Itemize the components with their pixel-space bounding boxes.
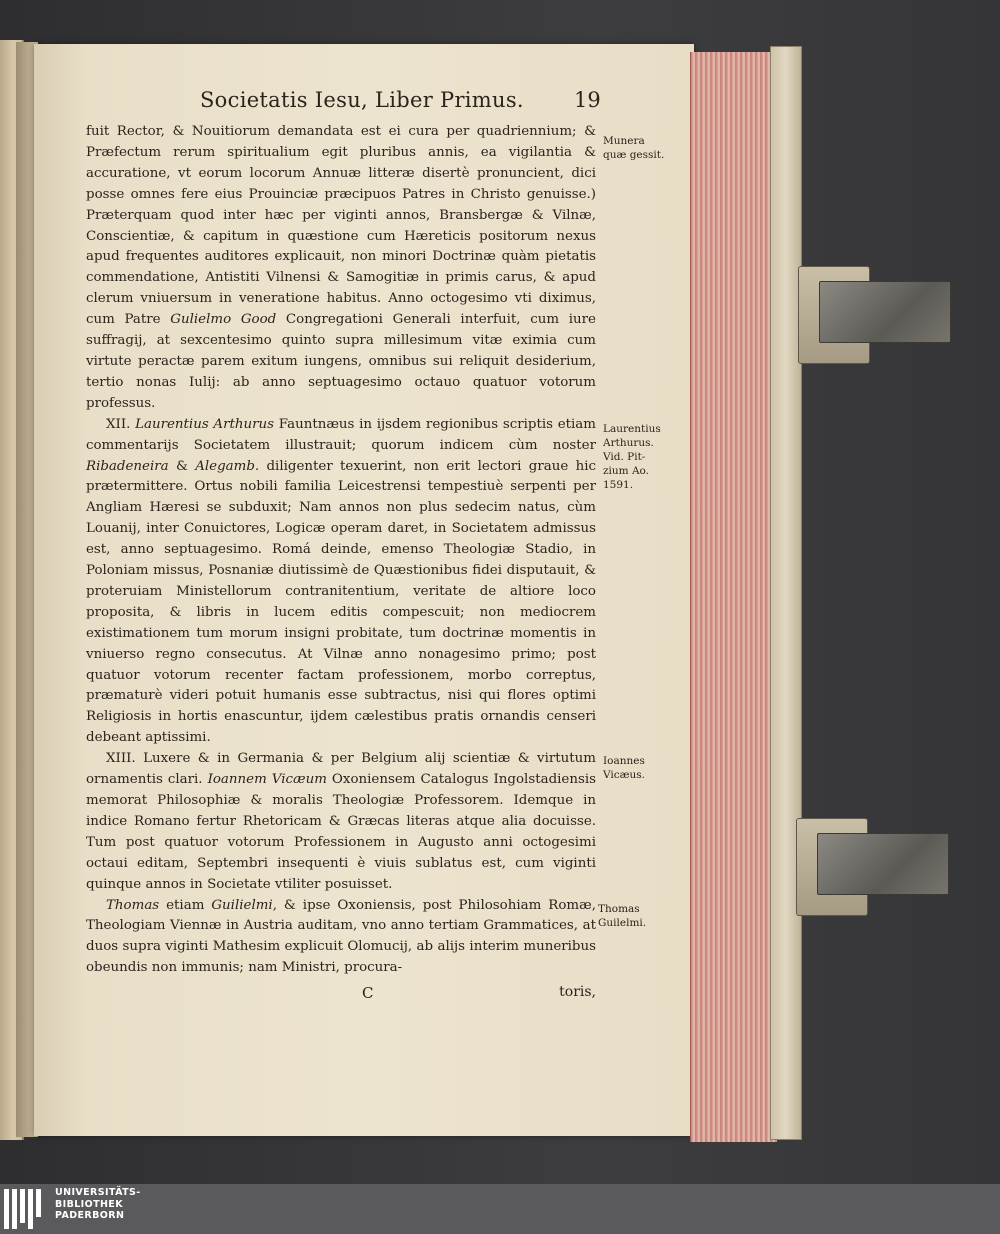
catchword: toris, [559, 984, 596, 1000]
body-paragraph: XIII. Luxere & in Germania & per Belgium alij scientiæ & virtutum ornamentis clari. Ioannem Vicæum Oxoniensem Catalogus Ingolstadiensis memorat Philosophiæ & moralis Theologiæ Professorem. Idemque in indice Romano fertur Rhetoricam & Græcas literas atque alia docuisse. Tum post quatuor votorum Professionem in Augusto anni octogesimi octaui editam, Septembri insequenti è viuis sublatus est, cum viginti quinque annos in Societate vtiliter posuisset. [86, 751, 596, 892]
marginal-line: 1591. [603, 479, 634, 491]
body-paragraph: XII. Laurentius Arthurus Fauntnæus in ijsdem regionibus scriptis etiam commentarijs Societatem illustrauit; quorum indicem cùm noster Ribadeneira & Alegamb. diligenter texuerint, non erit lectori graue hic prætermittere. Ortus nobili familia Leicestrensi tempestiuè serpenti per Angliam Hæresi se subduxit; Nam annos non plus sedecim natus, cùm Louanij, inter Conuictores, Logicæ operam daret, in Societatem admissus est, anno septuagesimo. Romá deinde, emenso Theologiæ Stadio, in Poloniam missus, Posnaniæ diutissimè de Quæstionibus fidei disputauit, & proteruiam Ministellorum contranitentium, veritate de altiore loco proposita, & libris in lucem editis compescuit; non mediocrem existimationem tum morum insigni probitate, tum doctrinæ momentis in vniuerso regno consecutus. At Vilnæ anno nonagesimo primo; post quatuor votorum recenter factam professionem, morbo correptus, præmaturè videri potuit humanis esse subtractus, nisi qui flores optimi Religiosis in hortis enascuntur, ijdem cælestibus pratis ornandis censeri debeant aptissimi. [86, 416, 596, 746]
library-logo-text [55, 1187, 141, 1222]
marginal-line: Laurentius [603, 423, 661, 435]
logo-line: PADERBORN [55, 1210, 125, 1221]
marginal-line: zium Ao. [603, 465, 650, 477]
page-number: 19 [574, 88, 601, 112]
marginal-line: Ioannes [603, 755, 645, 767]
clasp-lower-metal [817, 833, 949, 895]
logo-line: BIBLIOTHEK [55, 1198, 123, 1210]
marginal-line: Vid. Pit- [603, 451, 646, 463]
logo-line: UNIVERSITÄTS- [55, 1187, 141, 1198]
marginal-line: Vicæus. [603, 769, 645, 781]
marginal-note-thomas [598, 902, 646, 930]
marginal-line: Thomas [598, 903, 640, 915]
marginal-line: Guilelmi. [598, 917, 647, 929]
body-text [86, 122, 596, 979]
clasp-upper-metal [819, 281, 951, 343]
marginal-line: Munera [603, 135, 645, 147]
clasp-upper [798, 266, 870, 364]
body-paragraph: fuit Rector, & Nouitiorum demandata est ei cura per quadriennium; & Præfectum rerum spiritualium egit pluribus annis, ea vigilantia & accuratione, vt eorum locorum Annuæ litteræ disertè pronuncient, dici posse omnes fere eius Prouinciæ præcipuos Patres in Christo genuisse.) Præterquam quod inter hæc per viginti annos, Bransbergæ & Vilnæ, Conscientiæ, & capitum in quæstione cum Hæreticis positorum nexus apud frequentes auditores explicauit, non minori Doctrinæ quàm pietatis commendatione, Antistiti Vilnensi & Samogitiæ in primis carus, & apud clerum vniuersum in veneratione habitus. Anno octogesimo vti diximus, cum Patre Gulielmo Good Congregationi Generali interfuit, cum iure suffragij, at sexcentesimo quinto supra millesimum vitæ eximia cum virtute peractæ parem exitum iungens, omnibus sui reliquit desiderium, tertio nonas Iulij: ab anno septuagesimo octauo quatuor votorum professus. [86, 124, 596, 411]
marginal-note-munera [603, 134, 664, 162]
body-paragraph: Thomas etiam Guilielmi, & ipse Oxoniensis, post Philosohiam Romæ, Theologiam Viennæ in Austria auditam, vno anno tertiam Grammatices, at duos supra viginti Mathesim explicuit Olomucij, ab alijs interim muneribus obeundis non immunis; nam Ministri, procura- [86, 897, 596, 976]
red-page-edges [690, 52, 777, 1142]
signature-mark: C [362, 984, 374, 1002]
running-head: Societatis Iesu, Liber Primus. [200, 88, 524, 112]
library-footer-bar [0, 1184, 1000, 1234]
marginal-note-laurentius [603, 422, 661, 492]
marginal-line: quæ gessit. [603, 149, 665, 161]
marginal-note-ioannes [603, 754, 645, 782]
cover-edge [770, 46, 802, 1140]
marginal-line: Arthurus. [603, 437, 654, 449]
clasp-lower [796, 818, 868, 916]
library-logo-icon [4, 1189, 44, 1229]
